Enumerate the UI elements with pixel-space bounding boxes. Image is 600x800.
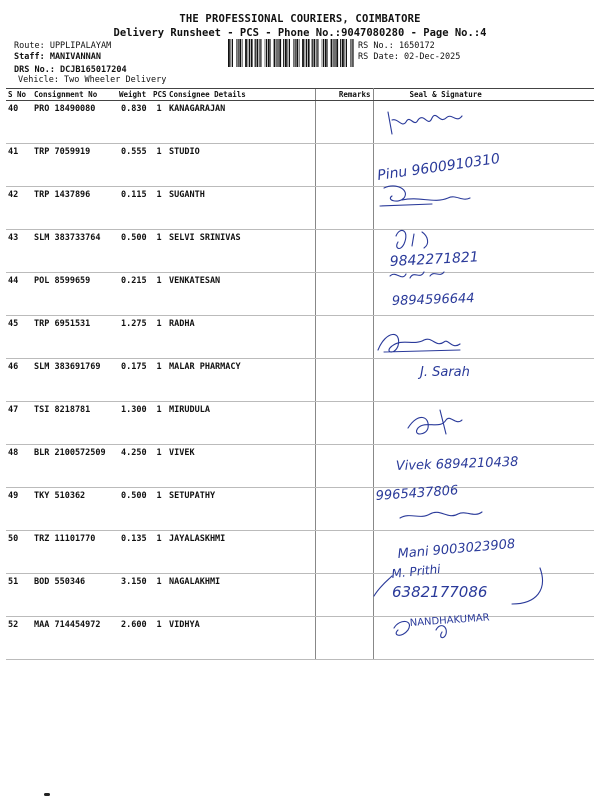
cell-pcs: 1 bbox=[151, 273, 167, 316]
cell-signature bbox=[373, 144, 594, 187]
col-consignee: Consignee Details bbox=[167, 89, 315, 101]
cell-signature bbox=[373, 488, 594, 531]
cell-sno: 40 bbox=[6, 101, 32, 144]
cell-consignment: POL 8599659 bbox=[32, 273, 117, 316]
cell-consignee: VENKATESAN bbox=[167, 273, 315, 316]
barcode-bar bbox=[323, 39, 324, 67]
cell-pcs: 1 bbox=[151, 101, 167, 144]
barcode-bar bbox=[331, 39, 333, 67]
cell-weight: 0.500 bbox=[117, 488, 151, 531]
barcode-bar bbox=[296, 39, 298, 67]
table-row bbox=[6, 617, 594, 660]
cell-consignment: TRP 1437896 bbox=[32, 187, 117, 230]
cell-consignee: VIDHYA bbox=[167, 617, 315, 660]
table-row bbox=[6, 273, 594, 316]
barcode-image bbox=[228, 39, 354, 67]
cell-sno: 43 bbox=[6, 230, 32, 273]
barcode-bar bbox=[350, 39, 351, 67]
col-consignment: Consignment No bbox=[32, 89, 117, 101]
barcode-bar bbox=[248, 39, 249, 67]
barcode-bar bbox=[299, 39, 300, 67]
cell-sno: 42 bbox=[6, 187, 32, 230]
cell-weight: 0.115 bbox=[117, 187, 151, 230]
cell-consignee: STUDIO bbox=[167, 144, 315, 187]
table-row bbox=[6, 402, 594, 445]
barcode-bar bbox=[340, 39, 341, 67]
cell-consignee: SETUPATHY bbox=[167, 488, 315, 531]
cell-signature bbox=[373, 445, 594, 488]
table-row bbox=[6, 445, 594, 488]
cell-sno: 44 bbox=[6, 273, 32, 316]
col-weight: Weight bbox=[117, 89, 151, 101]
barcode-bar bbox=[345, 39, 346, 67]
cell-pcs: 1 bbox=[151, 617, 167, 660]
cell-signature bbox=[373, 316, 594, 359]
cell-pcs: 1 bbox=[151, 445, 167, 488]
cell-consignee: MIRUDULA bbox=[167, 402, 315, 445]
barcode-bar bbox=[346, 39, 347, 67]
cell-weight: 1.275 bbox=[117, 316, 151, 359]
sig-row51-phone: 6382177086 bbox=[392, 583, 488, 601]
rs-date: RS Date: 02-Dec-2025 bbox=[358, 52, 461, 62]
col-signature: Seal & Signature bbox=[373, 89, 594, 101]
barcode-bar bbox=[236, 39, 237, 67]
barcode-bar bbox=[306, 39, 307, 67]
page-mark bbox=[44, 793, 50, 796]
cell-weight: 0.555 bbox=[117, 144, 151, 187]
cell-sno: 46 bbox=[6, 359, 32, 402]
cell-consignee: JAYALASKHMI bbox=[167, 531, 315, 574]
barcode-bar bbox=[285, 39, 287, 67]
cell-pcs: 1 bbox=[151, 531, 167, 574]
barcode-bar bbox=[277, 39, 278, 67]
barcode-bar bbox=[239, 39, 241, 67]
cell-consignment: TKY 510362 bbox=[32, 488, 117, 531]
table-row bbox=[6, 359, 594, 402]
cell-sno: 50 bbox=[6, 531, 32, 574]
cell-consignment: TRZ 11101770 bbox=[32, 531, 117, 574]
cell-remarks bbox=[315, 574, 373, 617]
cell-pcs: 1 bbox=[151, 574, 167, 617]
sig-row44: 9894596644 bbox=[391, 291, 475, 309]
cell-weight: 0.135 bbox=[117, 531, 151, 574]
sig-row48: Vivek 6894210438 bbox=[395, 454, 519, 474]
sig-row52: NANDHAKUMAR bbox=[409, 612, 490, 629]
table-row bbox=[6, 574, 594, 617]
barcode-bar bbox=[312, 39, 313, 67]
cell-signature bbox=[373, 230, 594, 273]
barcode-bar bbox=[327, 39, 328, 67]
cell-sno: 47 bbox=[6, 402, 32, 445]
drs-label: DRS No.: DCJB165017204 bbox=[14, 65, 127, 75]
barcode-bar bbox=[295, 39, 296, 67]
barcode-bar bbox=[316, 39, 317, 67]
cell-signature bbox=[373, 187, 594, 230]
cell-remarks bbox=[315, 316, 373, 359]
cell-weight: 0.830 bbox=[117, 101, 151, 144]
barcode-bar bbox=[238, 39, 239, 67]
table-row bbox=[6, 488, 594, 531]
table-row bbox=[6, 531, 594, 574]
table-row bbox=[6, 101, 594, 144]
barcode-bar bbox=[255, 39, 256, 67]
barcode-bar bbox=[325, 39, 327, 67]
vehicle-label: Vehicle: Two Wheeler Delivery bbox=[18, 75, 167, 85]
cell-weight: 1.300 bbox=[117, 402, 151, 445]
cell-remarks bbox=[315, 359, 373, 402]
barcode-bar bbox=[268, 39, 270, 67]
barcode-bar bbox=[293, 39, 294, 67]
cell-remarks bbox=[315, 402, 373, 445]
cell-sno: 52 bbox=[6, 617, 32, 660]
barcode-bar bbox=[231, 39, 232, 67]
cell-pcs: 1 bbox=[151, 359, 167, 402]
runsheet-subtitle: Delivery Runsheet - PCS - Phone No.:9047080280 - Page No.:4 bbox=[113, 27, 487, 39]
staff-label: Staff: MANIVANNAN bbox=[14, 52, 101, 62]
cell-remarks bbox=[315, 187, 373, 230]
barcode-bar bbox=[342, 39, 344, 67]
cell-signature bbox=[373, 531, 594, 574]
barcode-bar bbox=[322, 39, 323, 67]
barcode-bar bbox=[279, 39, 281, 67]
runsheet-table bbox=[6, 88, 594, 660]
cell-weight: 0.500 bbox=[117, 230, 151, 273]
cell-consignment: TRP 7059919 bbox=[32, 144, 117, 187]
cell-consignee: NAGALAKHMI bbox=[167, 574, 315, 617]
cell-consignment: TSI 8218781 bbox=[32, 402, 117, 445]
barcode-bar bbox=[288, 39, 289, 67]
cell-weight: 3.150 bbox=[117, 574, 151, 617]
barcode-bar bbox=[276, 39, 277, 67]
company-title: THE PROFESSIONAL COURIERS, COIMBATORE bbox=[179, 13, 421, 25]
cell-consignment: PRO 18490080 bbox=[32, 101, 117, 144]
cell-consignee: RADHA bbox=[167, 316, 315, 359]
cell-consignee: SUGANTH bbox=[167, 187, 315, 230]
cell-remarks bbox=[315, 488, 373, 531]
sig-row43: 9842271821 bbox=[389, 249, 480, 270]
cell-consignment: MAA 714454972 bbox=[32, 617, 117, 660]
cell-consignment: TRP 6951531 bbox=[32, 316, 117, 359]
table-row bbox=[6, 187, 594, 230]
cell-remarks bbox=[315, 445, 373, 488]
barcode-bar bbox=[242, 39, 243, 67]
cell-consignee: MALAR PHARMACY bbox=[167, 359, 315, 402]
cell-pcs: 1 bbox=[151, 230, 167, 273]
barcode-bar bbox=[259, 39, 260, 67]
cell-pcs: 1 bbox=[151, 187, 167, 230]
barcode-bar bbox=[260, 39, 261, 67]
cell-signature bbox=[373, 359, 594, 402]
cell-remarks bbox=[315, 144, 373, 187]
barcode-bar bbox=[314, 39, 316, 67]
col-pcs: PCS bbox=[153, 90, 167, 99]
barcode-bar bbox=[257, 39, 259, 67]
cell-signature bbox=[373, 101, 594, 144]
cell-consignee: SELVI SRINIVAS bbox=[167, 230, 315, 273]
rs-number: RS No.: 1650172 bbox=[358, 41, 435, 51]
cell-signature bbox=[373, 617, 594, 660]
cell-consignment: BLR 2100572509 bbox=[32, 445, 117, 488]
cell-weight: 4.250 bbox=[117, 445, 151, 488]
cell-remarks bbox=[315, 230, 373, 273]
cell-remarks bbox=[315, 273, 373, 316]
sig-row51-name: M. Prithi bbox=[390, 561, 442, 581]
cell-weight: 0.175 bbox=[117, 359, 151, 402]
barcode-bar bbox=[352, 39, 353, 67]
cell-weight: 0.215 bbox=[117, 273, 151, 316]
cell-remarks bbox=[315, 101, 373, 144]
cell-pcs: 1 bbox=[151, 316, 167, 359]
table-row bbox=[6, 316, 594, 359]
cell-pcs: 1 bbox=[151, 488, 167, 531]
cell-consignee: KANAGARAJAN bbox=[167, 101, 315, 144]
cell-remarks bbox=[315, 531, 373, 574]
cell-pcs: 1 bbox=[151, 144, 167, 187]
barcode-bar bbox=[228, 39, 230, 67]
barcode-bar bbox=[283, 39, 284, 67]
barcode-bar bbox=[289, 39, 290, 67]
sig-row45: J. Sarah bbox=[420, 365, 470, 380]
col-sno: S No bbox=[6, 89, 32, 101]
barcode-bar bbox=[302, 39, 304, 67]
cell-sno: 45 bbox=[6, 316, 32, 359]
barcode-bar bbox=[232, 39, 233, 67]
barcode-bar bbox=[270, 39, 271, 67]
col-remarks: Remarks bbox=[315, 89, 373, 101]
barcode-bar bbox=[334, 39, 335, 67]
cell-signature bbox=[373, 574, 594, 617]
cell-consignee: VIVEK bbox=[167, 445, 315, 488]
cell-sno: 41 bbox=[6, 144, 32, 187]
table-row bbox=[6, 144, 594, 187]
cell-sno: 49 bbox=[6, 488, 32, 531]
sig-row49: 9965437806 bbox=[375, 483, 459, 504]
barcode-bar bbox=[353, 39, 354, 67]
cell-sno: 51 bbox=[6, 574, 32, 617]
cell-weight: 2.600 bbox=[117, 617, 151, 660]
barcode-bar bbox=[251, 39, 253, 67]
cell-pcs: 1 bbox=[151, 402, 167, 445]
cell-signature bbox=[373, 402, 594, 445]
barcode-bar bbox=[266, 39, 267, 67]
cell-consignment: SLM 383733764 bbox=[32, 230, 117, 273]
route-label: Route: UPPLIPALAYAM bbox=[14, 41, 112, 51]
barcode-bar bbox=[308, 39, 310, 67]
barcode-bar bbox=[333, 39, 334, 67]
sig-row50: Mani 9003023908 bbox=[397, 536, 516, 562]
barcode-bar bbox=[265, 39, 266, 67]
barcode-bar bbox=[305, 39, 306, 67]
cell-remarks bbox=[315, 617, 373, 660]
barcode-bar bbox=[274, 39, 276, 67]
table-header-row bbox=[6, 89, 594, 101]
barcode-bar bbox=[317, 39, 318, 67]
cell-consignment: BOD 550346 bbox=[32, 574, 117, 617]
table-row bbox=[6, 230, 594, 273]
cell-consignment: SLM 383691769 bbox=[32, 359, 117, 402]
cell-signature bbox=[373, 273, 594, 316]
cell-sno: 48 bbox=[6, 445, 32, 488]
barcode-bar bbox=[245, 39, 247, 67]
barcode-bar bbox=[249, 39, 250, 67]
sig-row41: Pinu 9600910310 bbox=[376, 150, 501, 184]
barcode-bar bbox=[336, 39, 338, 67]
